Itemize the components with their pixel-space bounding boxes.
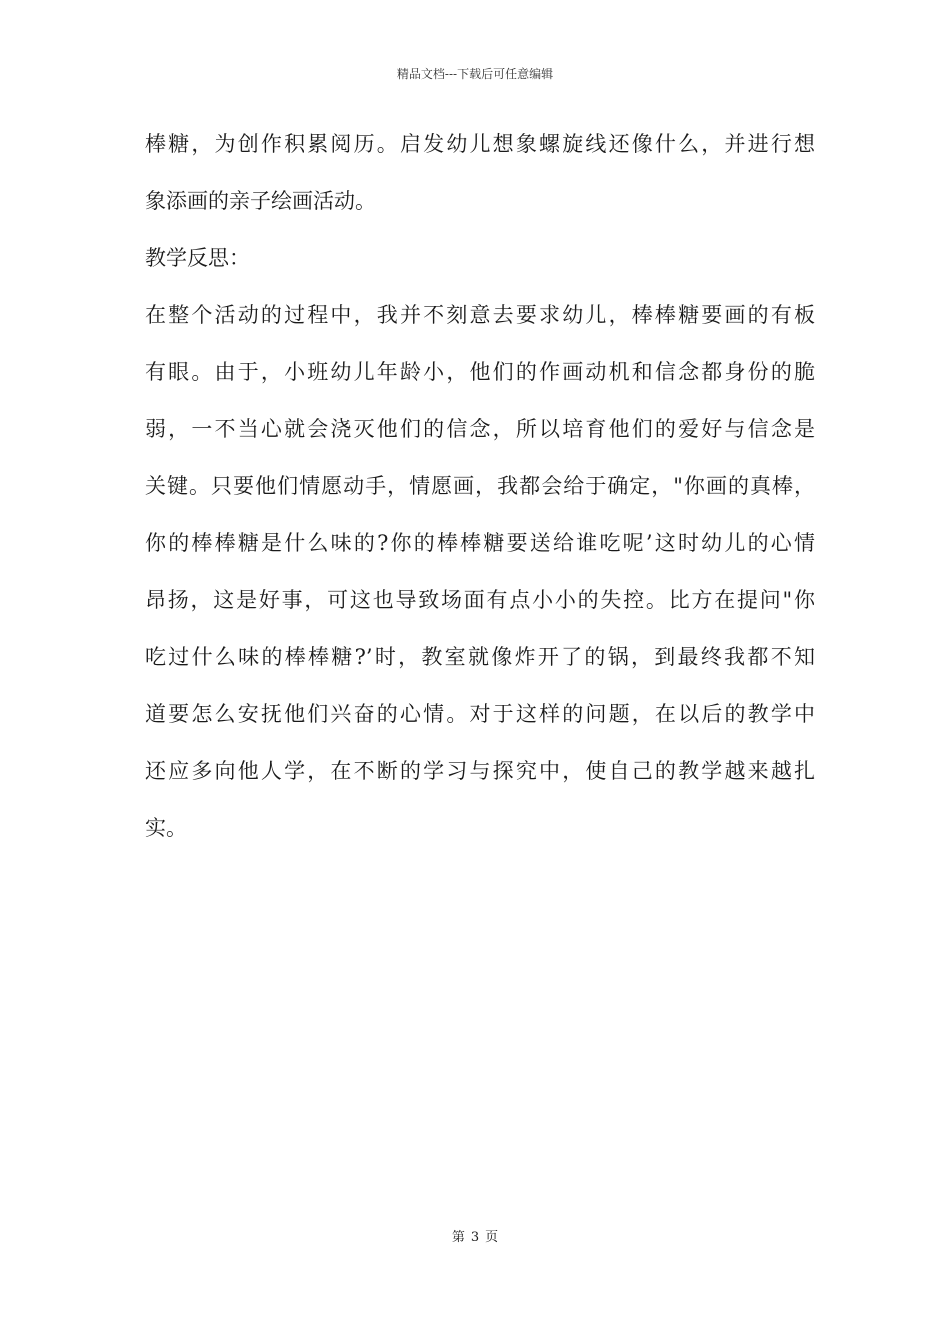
section-heading: 教学反思： [145, 246, 250, 270]
page-label-prefix: 第 [451, 1230, 465, 1245]
text-line: 象添画的亲子绘画活动。 [145, 189, 376, 213]
page-footer [0, 1229, 950, 1247]
text-line: 弱，一不当心就会浇灭他们的信念，所以培育他们的爱好与信念是 [145, 417, 815, 441]
text-line: 有眼。由于，小班幼儿年龄小，他们的作画动机和信念都身份的脆 [145, 360, 815, 384]
text-line: 昂扬，这是好事，可这也导致场面有点小小的失控。比方在提问"你 [145, 588, 815, 612]
text-line: 实。 [145, 816, 187, 840]
text-line: 在整个活动的过程中，我并不刻意去要求幼儿，棒棒糖要画的有板 [145, 303, 815, 327]
document-body [145, 130, 815, 871]
text-line: 道要怎么安抚他们兴奋的心情。对于这样的问题，在以后的教学中 [145, 702, 815, 726]
text-line: 还应多向他人学，在不断的学习与探究中，使自己的教学越来越扎 [145, 759, 815, 783]
page-number: 3 [470, 1230, 480, 1245]
text-line: 吃过什么味的棒棒糖?’时，教室就像炸开了的锅，到最终我都不知 [145, 645, 815, 669]
page-label-suffix: 页 [485, 1230, 499, 1245]
text-line: 关键。只要他们情愿动手，情愿画，我都会给于确定，"你画的真棒， [145, 474, 815, 498]
text-line: 你的棒棒糖是什么味的?你的棒棒糖要送给谁吃呢’这时幼儿的心情 [145, 531, 815, 555]
text-line: 棒糖，为创作积累阅历。启发幼儿想象螺旋线还像什么，并进行想 [145, 132, 815, 156]
page-header: 精品文档---下载后可任意编辑 [396, 67, 554, 81]
